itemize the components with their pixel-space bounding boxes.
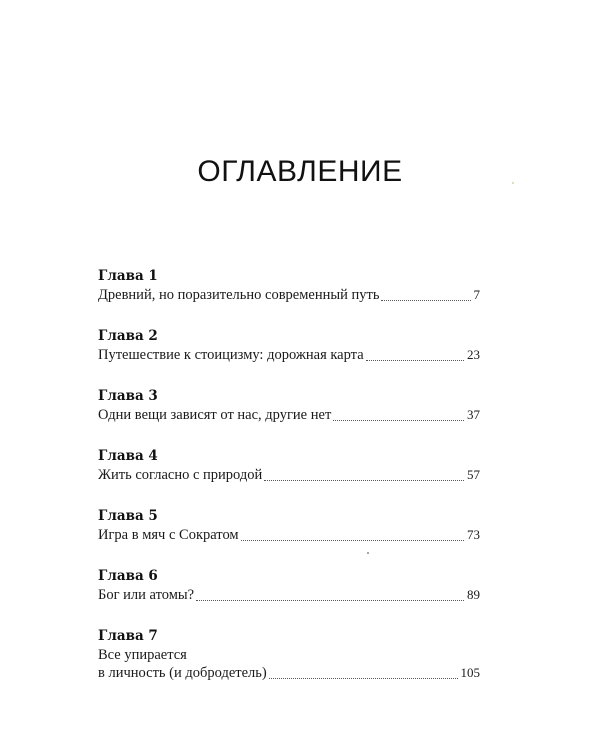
chapter-title-first-line: Все упирается — [98, 647, 187, 663]
chapter-label: Глава 2 — [98, 328, 158, 344]
dot-leader — [333, 419, 464, 421]
chapter-title: Игра в мяч с Сократом — [98, 527, 239, 543]
chapter-label: Глава 6 — [98, 568, 158, 584]
chapter-title: в личность (и добродетель) — [98, 665, 267, 681]
paper-speck — [512, 182, 514, 184]
dot-leader — [269, 677, 458, 679]
chapter-label: Глава 1 — [98, 268, 158, 284]
toc-entry-chapter-7[interactable] — [98, 628, 480, 708]
paper-speck — [367, 552, 369, 554]
chapter-title-line — [98, 466, 480, 484]
page-number: 105 — [460, 665, 480, 680]
dot-leader — [366, 359, 464, 361]
page-number: 23 — [467, 347, 480, 362]
toc-entry-chapter-2[interactable] — [98, 328, 480, 388]
chapter-title: Бог или атомы? — [98, 587, 195, 603]
chapter-title-line — [98, 664, 480, 682]
chapter-title: Одни вещи зависят от нас, другие нет — [98, 407, 332, 423]
chapter-title-line — [98, 406, 480, 424]
chapter-label: Глава 5 — [98, 508, 158, 524]
table-of-contents — [98, 268, 480, 708]
page-number: 57 — [467, 467, 480, 482]
chapter-title-line — [98, 346, 480, 364]
page-number: 7 — [473, 287, 480, 302]
chapter-title-line — [98, 286, 480, 304]
page-number: 73 — [467, 527, 480, 542]
toc-entry-chapter-1[interactable] — [98, 268, 480, 328]
chapter-label: Глава 7 — [98, 628, 158, 644]
dot-leader — [241, 539, 464, 541]
chapter-title-line — [98, 586, 480, 604]
chapter-title: Жить согласно с природой — [98, 467, 263, 483]
toc-entry-chapter-3[interactable] — [98, 388, 480, 448]
toc-entry-chapter-4[interactable] — [98, 448, 480, 508]
page-number: 89 — [467, 587, 480, 602]
chapter-label: Глава 3 — [98, 388, 158, 404]
chapter-label: Глава 4 — [98, 448, 158, 464]
dot-leader — [196, 599, 464, 601]
chapter-title: Путешествие к стоицизму: дорожная карта — [98, 347, 364, 363]
toc-entry-chapter-6[interactable] — [98, 568, 480, 628]
page-title: ОГЛАВЛЕНИЕ — [197, 155, 403, 188]
chapter-title-line — [98, 526, 480, 544]
dot-leader — [381, 299, 470, 301]
toc-entry-chapter-5[interactable] — [98, 508, 480, 568]
dot-leader — [264, 479, 464, 481]
chapter-title: Древний, но поразительно современный путь — [98, 287, 380, 303]
page-number: 37 — [467, 407, 480, 422]
